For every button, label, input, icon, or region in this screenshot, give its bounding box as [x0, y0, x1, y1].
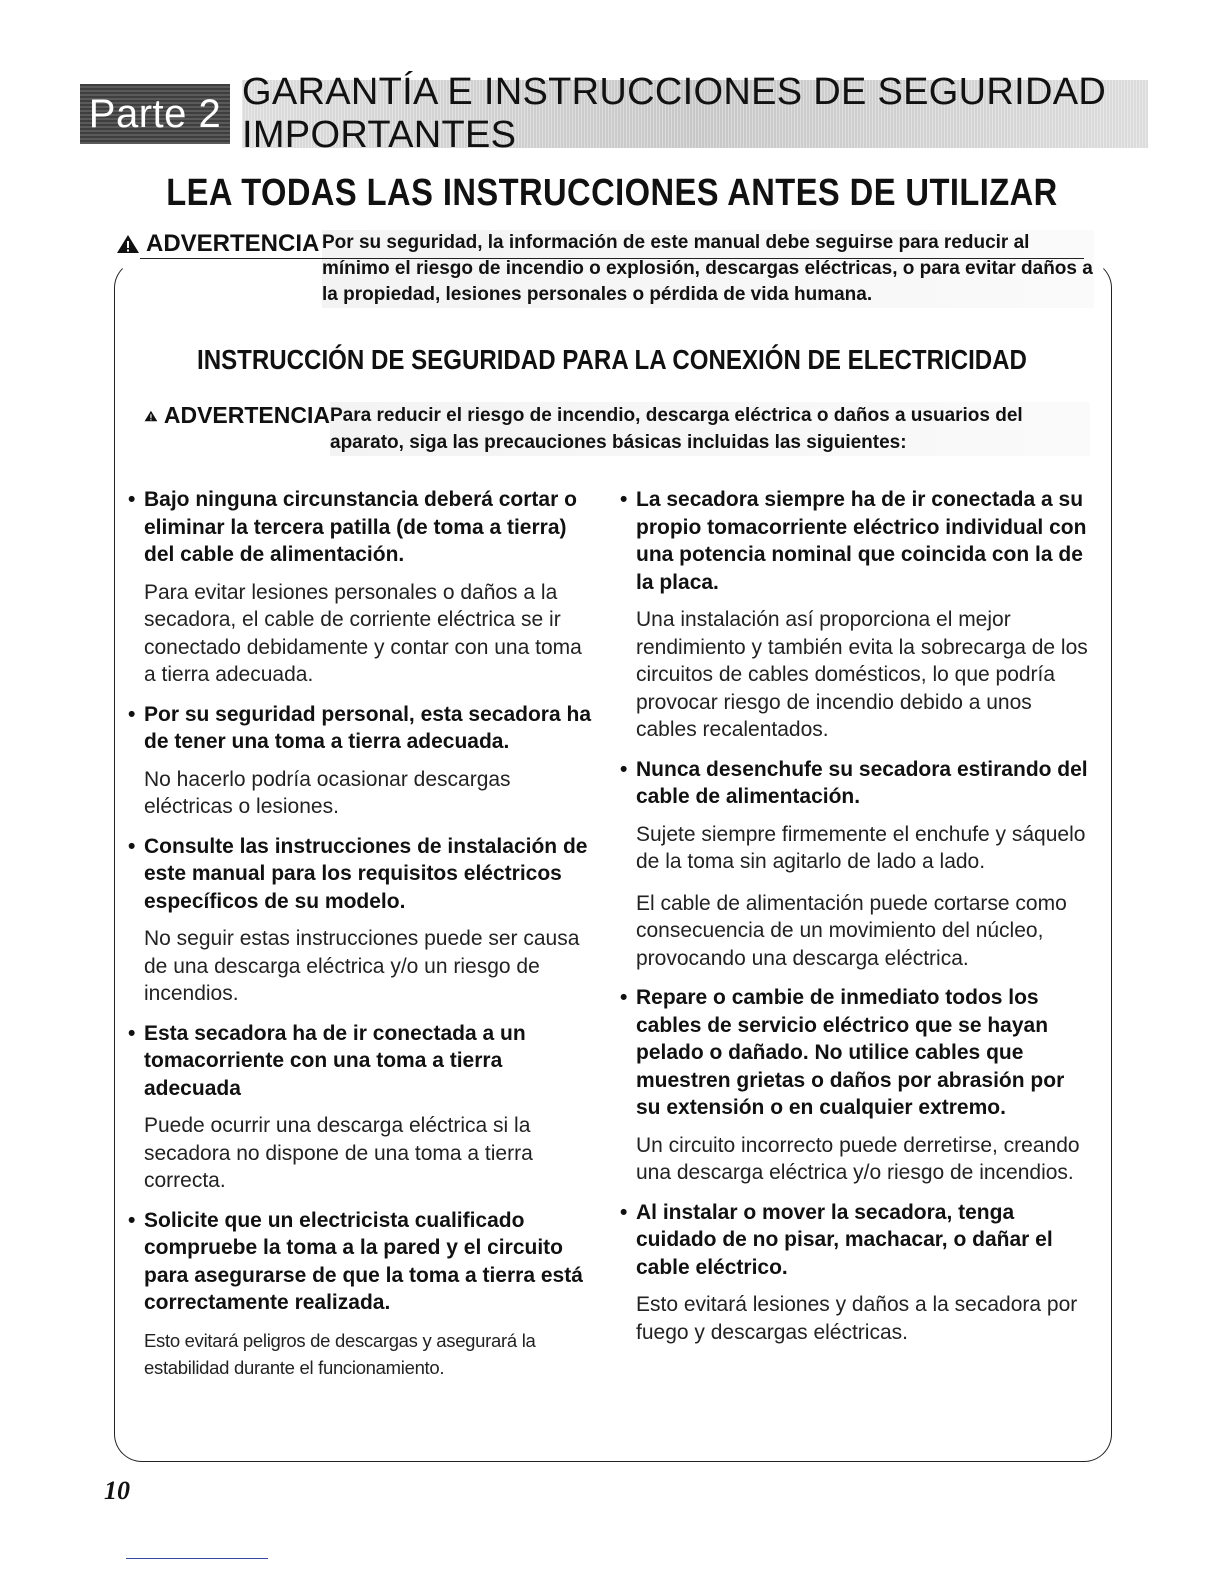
- main-heading: LEA TODAS LAS INSTRUCCIONES ANTES DE UTILIZAR: [166, 172, 1058, 214]
- safety-item-title: • Al instalar o mover la secadora, tenga cuidado de no pisar, machacar, o dañar el cable eléctrico.: [620, 1199, 1094, 1282]
- safety-item-title: • Solicite que un electricista cualificado compruebe la toma a la pared y el circuito para asegurarse de que la toma a tierra está correctamente realizada.: [128, 1207, 598, 1317]
- safety-item-body: [128, 1112, 598, 1195]
- safety-item: [128, 833, 598, 1008]
- safety-item-paragraph: Un circuito incorrecto puede derretirse, creando una descarga eléctrica y/o riesgo de incendios.: [636, 1133, 1080, 1184]
- safety-item-body: [620, 821, 1094, 973]
- safety-item-title: • Consulte las instrucciones de instalación de este manual para los requisitos eléctricos específicos de su modelo.: [128, 833, 598, 916]
- safety-item: [128, 486, 598, 689]
- safety-item-paragraph: Una instalación así proporciona el mejor rendimiento y también evita la sobrecarga de los circuitos de cables domésticos, lo que podría provocar riesgo de incendio debido a unos cables recalentados.: [636, 608, 1088, 741]
- left-column: [128, 486, 598, 1393]
- page-number: 10: [104, 1476, 130, 1505]
- safety-item-body: [128, 579, 598, 689]
- footer-rule: [126, 1558, 268, 1559]
- safety-item-paragraph: Esto evitará lesiones y daños a la secadora por fuego y descargas eléctricas.: [636, 1293, 1078, 1344]
- safety-item-body: [128, 925, 598, 1008]
- right-column: [620, 486, 1094, 1358]
- page-header: [80, 71, 1148, 156]
- safety-item: [620, 486, 1094, 744]
- section-heading: INSTRUCCIÓN DE SEGURIDAD PARA LA CONEXIÓN DE ELECTRICIDAD: [197, 344, 1027, 375]
- safety-item-body: [128, 766, 598, 821]
- part-label: Parte 2: [80, 84, 230, 144]
- safety-item-title: • Repare o cambie de inmediato todos los cables de servicio eléctrico que se hayan pelado o dañado. No utilice cables que muestren grietas o daños por abrasión por su extensión o en cualquier extremo.: [620, 984, 1094, 1122]
- warning-label: [116, 230, 322, 258]
- safety-item-paragraph: El cable de alimentación puede cortarse como consecuencia de un movimiento del núcleo, provocando una descarga eléctrica.: [636, 891, 1067, 970]
- safety-item: [620, 984, 1094, 1187]
- warning-text: Para reducir el riesgo de incendio, descarga eléctrica o daños a usuarios del aparato, siga las precauciones básicas incluidas las siguientes:: [330, 402, 1090, 456]
- header-title: GARANTÍA E INSTRUCCIONES DE SEGURIDAD IMPORTANTES: [242, 80, 1148, 148]
- warning-block-electric: [144, 402, 1094, 456]
- safety-item-title: • Esta secadora ha de ir conectada a un tomacorriente con una toma a tierra adecuada: [128, 1020, 598, 1103]
- warning-text: Por su seguridad, la información de este manual debe seguirse para reducir al mínimo el riesgo de incendio o explosión, descargas eléctricas, o para evitar daños a la propiedad, lesiones personales o pérdida de vida humana.: [322, 230, 1094, 308]
- safety-item: [620, 1199, 1094, 1347]
- safety-item-paragraph: No hacerlo podría ocasionar descargas eléctricas o lesiones.: [144, 767, 511, 818]
- safety-item: [620, 756, 1094, 973]
- safety-item: [128, 1207, 598, 1381]
- warning-triangle-icon: [116, 234, 140, 254]
- warning-label-text: ADVERTENCIA: [163, 402, 330, 428]
- safety-item-paragraph: Esto evitará peligros de descargas y asegurará la estabilidad durante el funcionamiento.: [144, 1329, 536, 1378]
- safety-item-body: [620, 1291, 1094, 1346]
- safety-item-body: [620, 606, 1094, 744]
- safety-item-paragraph: Para evitar lesiones personales o daños a la secadora, el cable de corriente eléctrica se ir conectado debidamente y contar con una toma a tierra adecuada.: [144, 580, 582, 686]
- safety-item-paragraph: Sujete siempre firmemente el enchufe y sáquelo de la toma sin agitarlo de lado a lado.: [636, 822, 1086, 873]
- safety-item-body: [128, 1327, 598, 1381]
- warning-label: [144, 402, 330, 429]
- safety-item-paragraph: No seguir estas instrucciones puede ser causa de una descarga eléctrica y/o un riesgo de incendios.: [144, 927, 580, 1005]
- safety-item: [128, 701, 598, 821]
- safety-item-title: • La secadora siempre ha de ir conectada a su propio tomacorriente eléctrico individual con una potencia nominal que coincida con la de la placa.: [620, 486, 1094, 596]
- safety-item-paragraph: Puede ocurrir una descarga eléctrica si la secadora no dispone de una toma a tierra correcta.: [144, 1114, 533, 1192]
- safety-item-body: [620, 1132, 1094, 1187]
- safety-item-title: • Nunca desenchufe su secadora estirando del cable de alimentación.: [620, 756, 1094, 811]
- safety-item-title: • Por su seguridad personal, esta secadora ha de tener una toma a tierra adecuada.: [128, 701, 598, 756]
- safety-item: [128, 1020, 598, 1195]
- warning-triangle-icon: [144, 406, 158, 426]
- section-top-rule: [140, 258, 1084, 259]
- safety-item-title: • Bajo ninguna circunstancia deberá cortar o eliminar la tercera patilla (de toma a tierra) del cable de alimentación.: [128, 486, 598, 569]
- warning-label-text: ADVERTENCIA: [146, 230, 320, 257]
